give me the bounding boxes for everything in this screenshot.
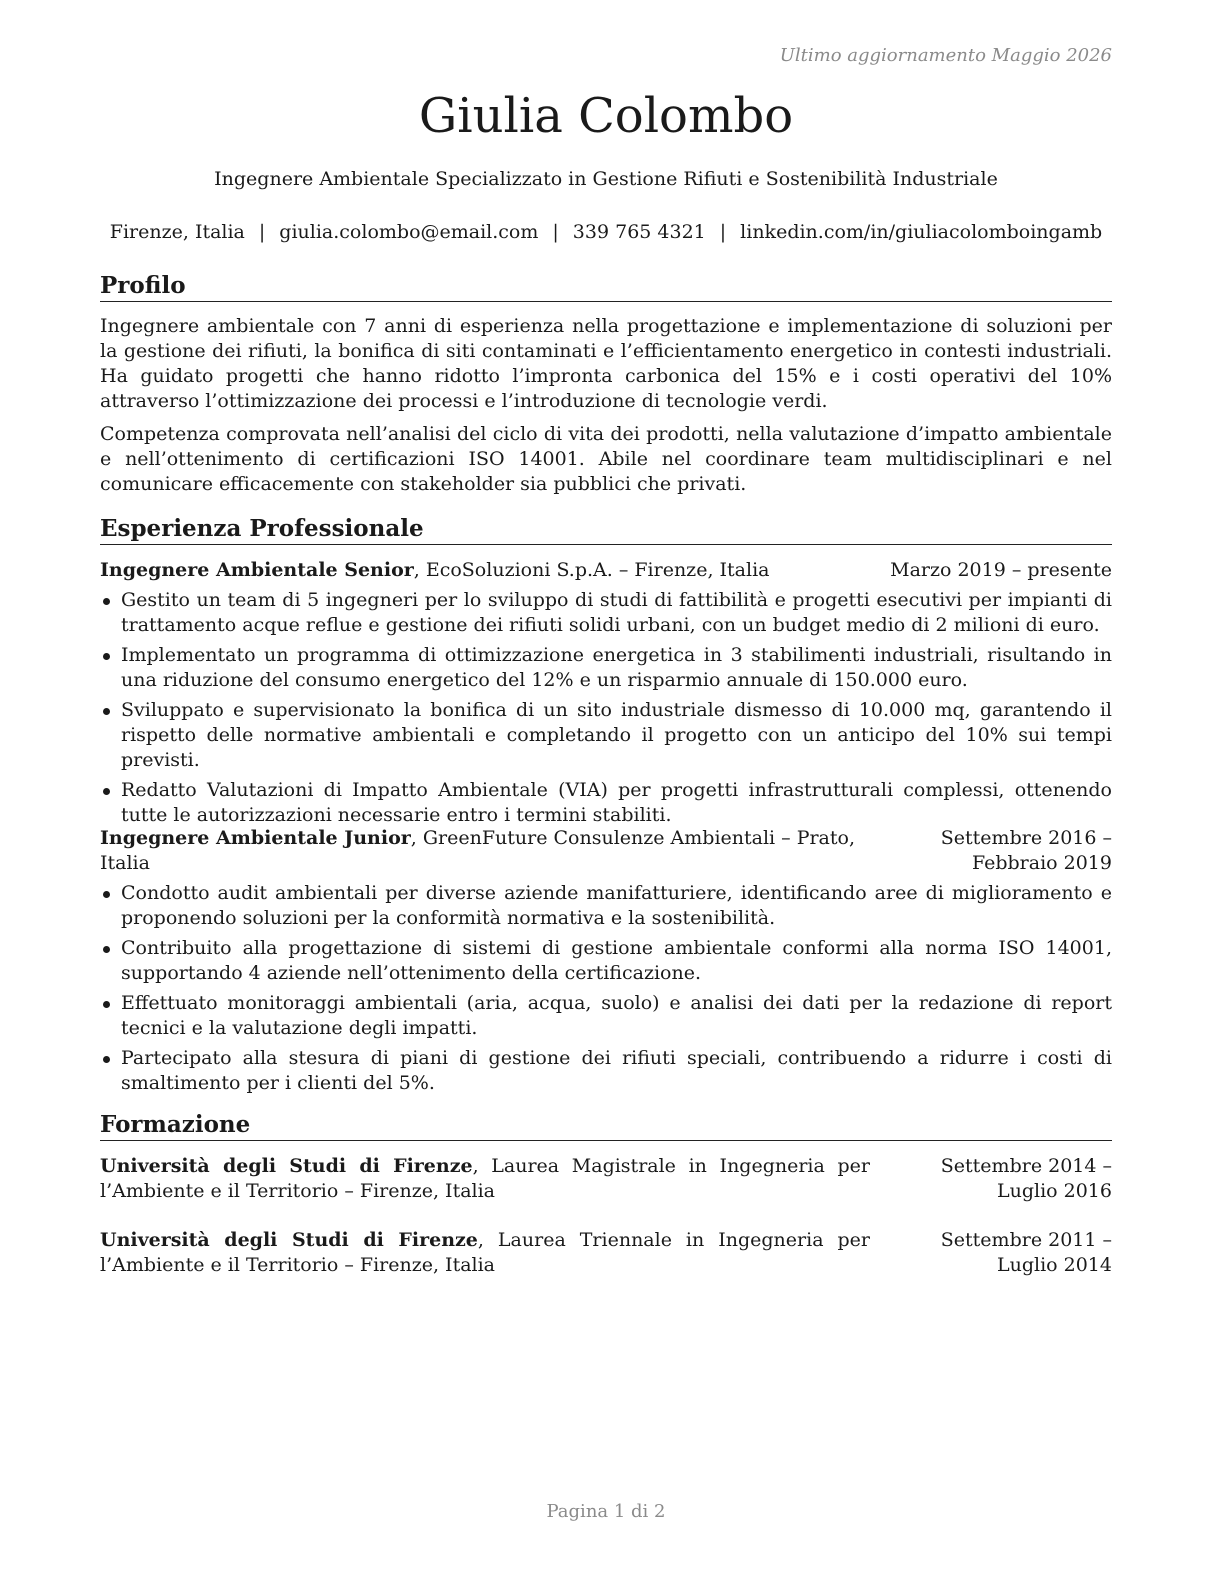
resume-page [100, 0, 1112, 1584]
profile-paragraph: Competenza comprovata nell’analisi del ciclo di vita dei prodotti, nella valutazione d’impatto ambientale e nell’ottenimento di certificazioni ISO 14001. Abile nel coordinare team multidisciplinari e nel comunicare efficacemente con stakeholder sia pubblici che privati. [100, 423, 1112, 495]
job-bullet: Effettuato monitoraggi ambientali (aria, acqua, suolo) e analisi dei dati per la redazione di report tecnici e la valutazione degli impatti. [100, 991, 1112, 1041]
education-description [100, 1228, 870, 1278]
profile-paragraph: Ingegnere ambientale con 7 anni di esperienza nella progettazione e implementazione di soluzioni per la gestione dei rifiuti, la bonifica di siti contaminati e l’efficientamento energetico in contesti industriali. Ha guidato progetti che hanno ridotto l’impronta carbonica del 15% e i costi operativi del 10% attraverso l’ottimizzazione dei processi e l’introduzione di tecnologie verdi. [100, 315, 1112, 412]
education-entry [100, 1154, 1112, 1204]
education-dates: Settembre 2011 – Luglio 2014 [940, 1229, 1112, 1276]
job-bullet: Redatto Valutazioni di Impatto Ambientale (VIA) per progetti infrastrutturali complessi, ottenendo tutte le autorizzazioni necessarie entro i termini stabiliti. [100, 778, 1112, 828]
job-title-line [100, 558, 890, 583]
job-bullets [100, 881, 1112, 1096]
candidate-name: Giulia Colombo [418, 88, 794, 144]
job-bullet: Partecipato alla stesura di piani di gestione dei rifiuti speciali, contribuendo a ridurre i costi di smaltimento per i clienti del 5%. [100, 1046, 1112, 1096]
job-bullet: Condotto audit ambientali per diverse aziende manifatturiere, identificando aree di miglioramento e proponendo soluzioni per la conformità normativa e la sostenibilità. [100, 881, 1112, 931]
education-degree: , Laurea Triennale in Ingegneria per l’Ambiente e il Territorio – Firenze, Italia [100, 1229, 870, 1276]
job-entry [100, 558, 1112, 833]
contact-linkedin[interactable]: linkedin.com/in/giuliacolomboingamb [740, 221, 1103, 243]
education-degree: , Laurea Magistrale in Ingegneria per l’Ambiente e il Territorio – Firenze, Italia [100, 1155, 870, 1202]
section-heading-education: Formazione [100, 1111, 1112, 1141]
job-bullet: Implementato un programma di ottimizzazione energetica in 3 stabilimenti industriali, risultando in una riduzione del consumo energetico del 12% e un risparmio annuale di 150.000 euro. [100, 643, 1112, 693]
job-bullet: Sviluppato e supervisionato la bonifica di un sito industriale dismesso di 10.000 mq, garantendo il rispetto delle normative ambientali e completando il progetto con un anticipo del 10% sui tempi previsti. [100, 698, 1112, 773]
contact-phone: 339 765 4321 [572, 221, 706, 243]
contact-separator: | [258, 221, 266, 243]
job-company: , EcoSoluzioni S.p.A. – Firenze, Italia [413, 559, 770, 581]
job-title-line [100, 826, 880, 876]
education-school: Università degli Studi di Firenze [100, 1229, 478, 1251]
job-bullet: Gestito un team di 5 ingegneri per lo sviluppo di studi di fattibilità e progetti esecutivi per impianti di trattamento acque reflue e gestione dei rifiuti solidi urbani, con un budget medio di 2 milioni di euro. [100, 588, 1112, 638]
job-bullets [100, 588, 1112, 828]
job-company: , GreenFuture Consulenze Ambientali – Prato, Italia [100, 827, 856, 874]
section-heading-experience: Esperienza Professionale [100, 515, 1112, 545]
education-entry [100, 1228, 1112, 1278]
last-updated: Ultimo aggiornamento Maggio 2026 [779, 45, 1112, 66]
contact-separator: | [719, 221, 727, 243]
job-bullet: Contribuito alla progettazione di sistemi di gestione ambientale conformi alla norma ISO 14001, supportando 4 aziende nell’ottenimento della certificazione. [100, 936, 1112, 986]
section-heading-profile: Profilo [100, 272, 1112, 302]
profile-section [100, 314, 1112, 505]
job-dates: Marzo 2019 – presente [890, 559, 1112, 581]
education-description [100, 1154, 870, 1204]
education-section [100, 1154, 1112, 1302]
job-entry [100, 826, 1112, 1101]
candidate-title: Ingegnere Ambientale Specializzato in Gestione Rifiuti e Sostenibilità Industriale [214, 168, 998, 190]
page-number: Pagina 1 di 2 [546, 1501, 666, 1522]
job-dates: Settembre 2016 – Febbraio 2019 [940, 827, 1112, 874]
job-header [100, 826, 1112, 876]
education-dates: Settembre 2014 – Luglio 2016 [940, 1155, 1112, 1202]
contact-separator: | [552, 221, 559, 243]
contact-line [100, 219, 1112, 245]
education-school: Università degli Studi di Firenze [100, 1155, 473, 1177]
contact-location: Firenze, Italia [109, 221, 245, 243]
job-role: Ingegnere Ambientale Junior [100, 827, 411, 849]
contact-email[interactable]: giulia.colombo@email.com [279, 221, 539, 243]
job-role: Ingegnere Ambientale Senior [100, 559, 414, 581]
job-header [100, 558, 1112, 583]
